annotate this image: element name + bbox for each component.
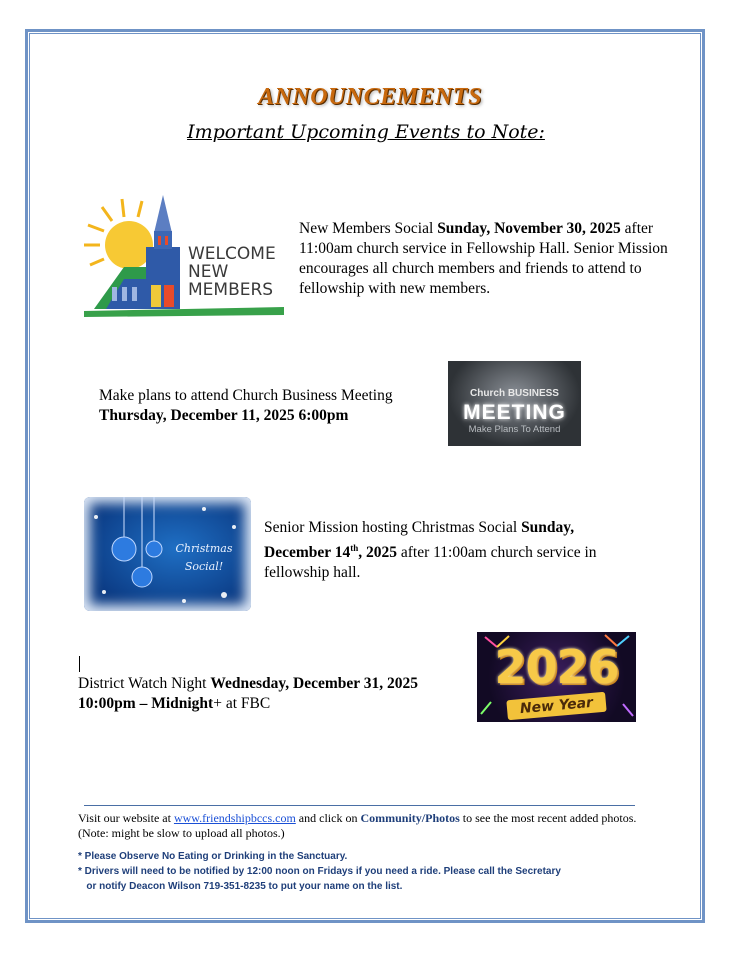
welcome-line3: MEMBERS — [188, 280, 274, 300]
announcements-title: ANNOUNCEMENTS — [258, 84, 482, 110]
christmas-image-text: Christmas Social! — [175, 542, 233, 573]
event-watch-night: District Watch Night Wednesday, December 31, 2025 10:00pm – Midnight+ at FBC — [78, 675, 419, 712]
welcome-new-members-image — [84, 187, 284, 317]
church-sun-icon — [84, 187, 284, 317]
event-business-meeting: Make plans to attend Church Business Meeting Thursday, December 11, 2025 6:00pm — [99, 387, 393, 424]
new-year-2026-image — [477, 632, 636, 722]
note-item: or notify Deacon Wilson 719-351-8235 to put your name on the list. — [78, 881, 403, 892]
new-year-digits: 2026 — [494, 640, 619, 694]
event-new-members-social: New Members Social Sunday, November 30, 2025 after 11:00am church service in Fellowship Hall. Senior Mission encourages all church members and friends to attend to fellowship with new members. — [299, 220, 668, 297]
text-cursor — [79, 656, 80, 672]
meeting-image-line1: Church BUSINESS — [470, 388, 559, 399]
welcome-line2: NEW — [188, 262, 229, 282]
events-subtitle: Important Upcoming Events to Note: — [187, 121, 545, 143]
footer-notes — [78, 849, 638, 894]
note-item: * Drivers will need to be notified by 12:00 noon on Fridays if you need a ride. Please call the Secretary — [78, 866, 561, 877]
event-christmas-social: Senior Mission hosting Christmas Social Sunday, December 14th, 2025 after 11:00am church service in fellowship hall. — [264, 519, 597, 582]
meeting-image-line3: Make Plans To Attend — [468, 424, 561, 435]
meeting-image-line2: MEETING — [463, 401, 566, 424]
community-photos-label: Community/Photos — [360, 811, 460, 825]
page-border-inner — [29, 33, 701, 919]
note-item: * Please Observe No Eating or Drinking in the Sanctuary. — [78, 851, 348, 862]
website-link[interactable]: www.friendshipbccs.com — [173, 811, 296, 825]
christmas-social-image — [84, 497, 251, 611]
new-year-caption: New Year — [506, 692, 606, 721]
footer-divider — [84, 805, 635, 806]
business-meeting-image — [448, 361, 581, 446]
footer-website-note: Visit our website at www.friendshipbccs.com and click on Community/Photos to see the most recent added photos. (Note: might be slow to upload all photos.) — [78, 811, 637, 840]
welcome-line1: WELCOME — [188, 244, 276, 264]
